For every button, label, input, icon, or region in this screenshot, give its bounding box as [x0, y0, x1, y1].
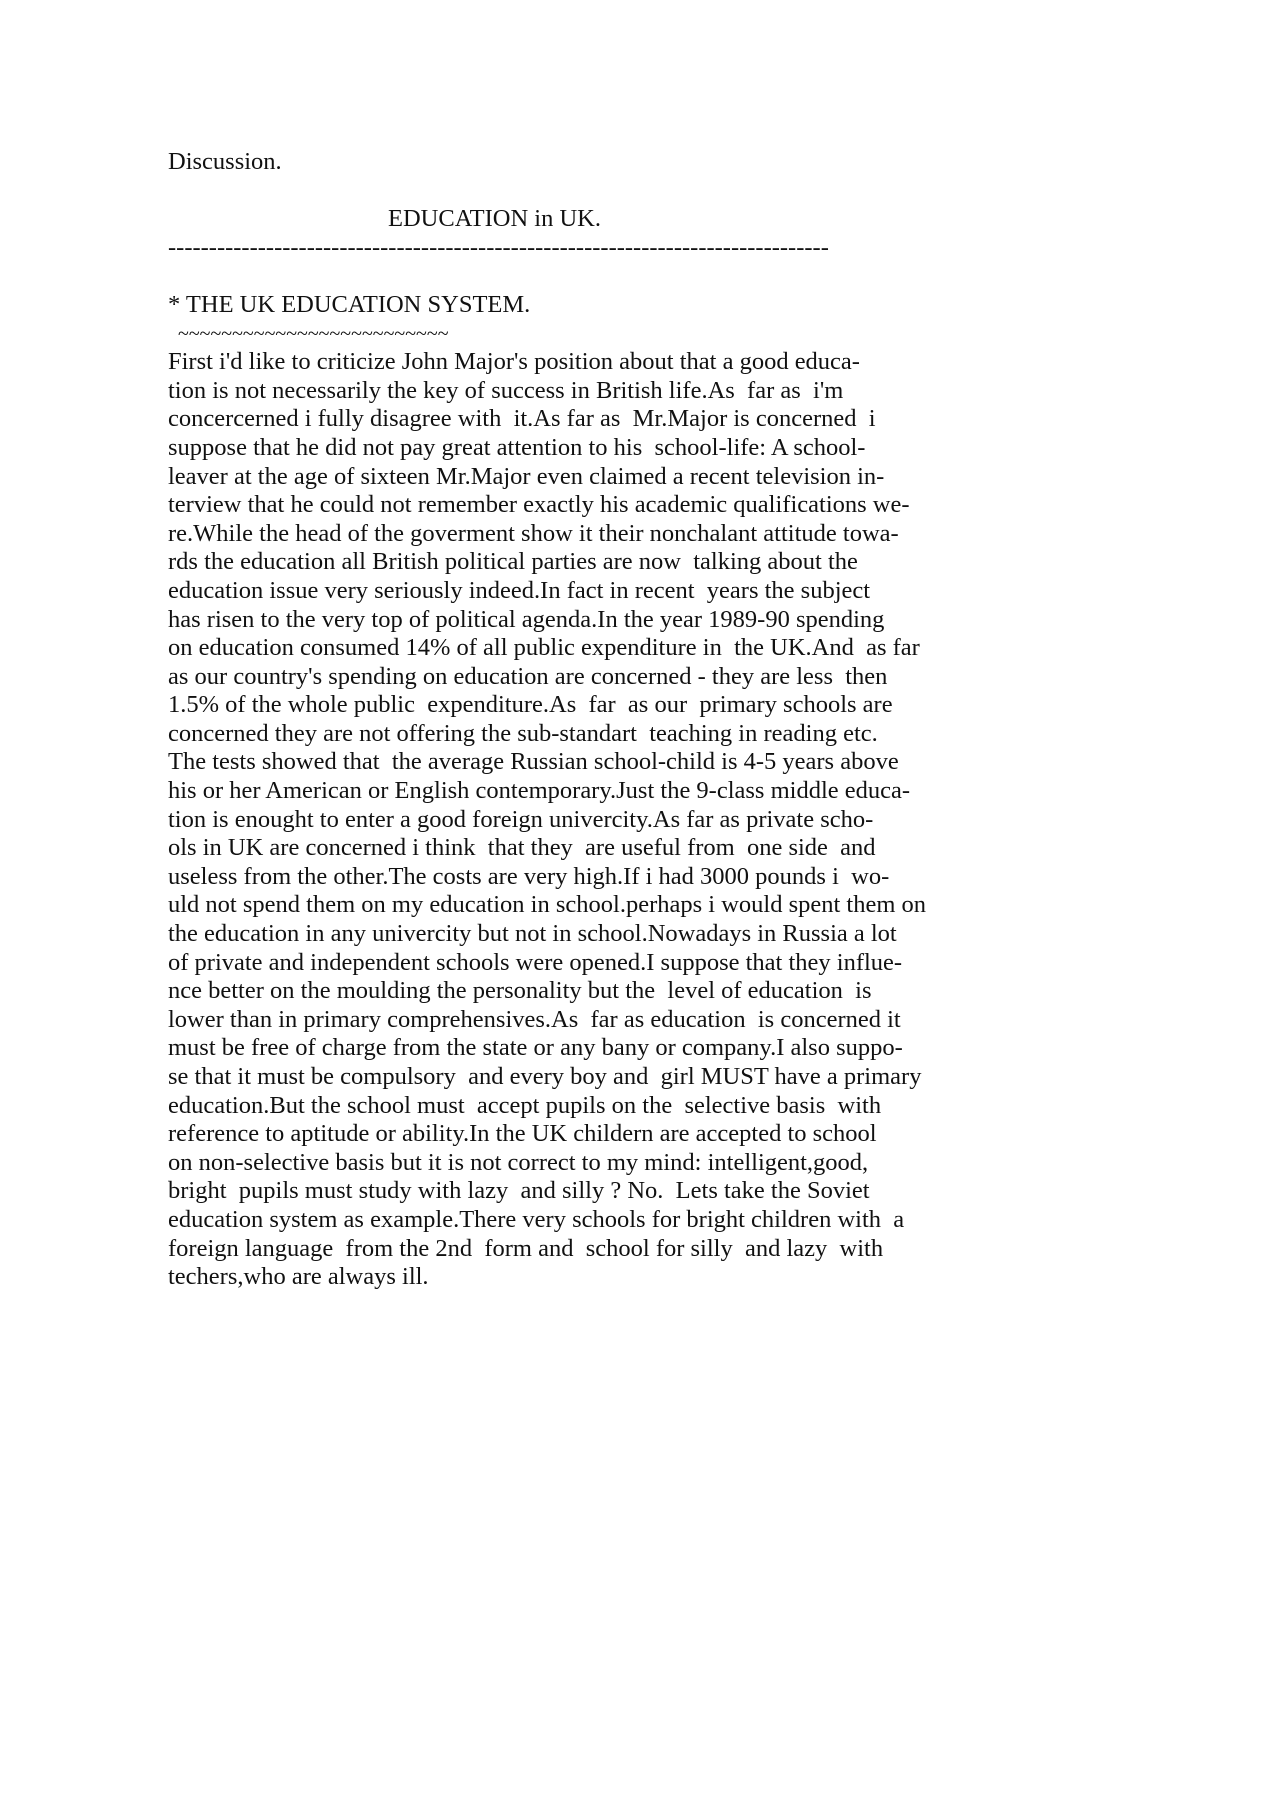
- section-underline: ~~~~~~~~~~~~~~~~~~~~~~~~~: [178, 322, 449, 345]
- body-line: uld not spend them on my education in school.perhaps i would spent them on: [168, 891, 927, 919]
- section-heading: * THE UK EDUCATION SYSTEM.: [168, 290, 531, 318]
- body-line: suppose that he did not pay great attention to his school-life: A school-: [168, 433, 866, 461]
- body-text: [168, 348, 1168, 1292]
- document-title: EDUCATION in UK.: [388, 205, 601, 233]
- body-line: terview that he could not remember exactly his academic qualifications we-: [168, 491, 910, 519]
- body-line: must be free of charge from the state or any bany or company.I also suppo-: [168, 1034, 903, 1062]
- body-line: the education in any univercity but not in school.Nowadays in Russia a lot: [168, 920, 897, 948]
- body-line: The tests showed that the average Russian school-child is 4-5 years above: [168, 748, 899, 776]
- body-line: ols in UK are concerned i think that they are useful from one side and: [168, 834, 876, 862]
- body-line: nce better on the moulding the personality but the level of education is: [168, 977, 872, 1005]
- document-page: [168, 148, 1168, 1292]
- blank-line: [168, 262, 1168, 291]
- body-line: his or her American or English contemporary.Just the 9-class middle educa-: [168, 777, 911, 805]
- blank-line: [168, 177, 1168, 206]
- body-line: re.While the head of the goverment show it their nonchalant attitude towa-: [168, 519, 899, 547]
- body-line: techers,who are always ill.: [168, 1263, 429, 1291]
- body-line: has risen to the very top of political agenda.In the year 1989-90 spending: [168, 605, 885, 633]
- body-line: education system as example.There very schools for bright children with a: [168, 1205, 905, 1233]
- body-line: bright pupils must study with lazy and silly ? No. Lets take the Soviet: [168, 1177, 870, 1205]
- title-rule: ---------------------------------------------------------------------------------: [168, 233, 829, 261]
- body-line: tion is not necessarily the key of success in British life.As far as i'm: [168, 376, 844, 404]
- body-line: lower than in primary comprehensives.As far as education is concerned it: [168, 1005, 901, 1033]
- body-line: 1.5% of the whole public expenditure.As far as our primary schools are: [168, 691, 893, 719]
- body-line: on education consumed 14% of all public expenditure in the UK.And as far: [168, 634, 920, 662]
- body-line: education issue very seriously indeed.In fact in recent years the subject: [168, 576, 871, 604]
- body-line: education.But the school must accept pupils on the selective basis with: [168, 1091, 882, 1119]
- body-line: useless from the other.The costs are very high.If i had 3000 pounds i wo-: [168, 862, 890, 890]
- body-line: leaver at the age of sixteen Mr.Major even claimed a recent television in-: [168, 462, 885, 490]
- body-line: First i'd like to criticize John Major's position about that a good educa-: [168, 348, 860, 376]
- body-line: reference to aptitude or ability.In the UK childern are accepted to school: [168, 1120, 877, 1148]
- body-line: of private and independent schools were opened.I suppose that they influe-: [168, 948, 903, 976]
- body-line: rds the education all British political parties are now talking about the: [168, 548, 858, 576]
- body-line: on non-selective basis but it is not correct to my mind: intelligent,good,: [168, 1148, 869, 1176]
- body-line: concercerned i fully disagree with it.As far as Mr.Major is concerned i: [168, 405, 876, 433]
- body-line: se that it must be compulsory and every boy and girl MUST have a primary: [168, 1063, 922, 1090]
- body-line: as our country's spending on education are concerned - they are less then: [168, 662, 888, 690]
- body-line: concerned they are not offering the sub-standart teaching in reading etc.: [168, 719, 878, 747]
- body-line: tion is enought to enter a good foreign univercity.As far as private scho-: [168, 805, 874, 833]
- body-line: foreign language from the 2nd form and school for silly and lazy with: [168, 1234, 884, 1262]
- discussion-label: Discussion.: [168, 148, 282, 175]
